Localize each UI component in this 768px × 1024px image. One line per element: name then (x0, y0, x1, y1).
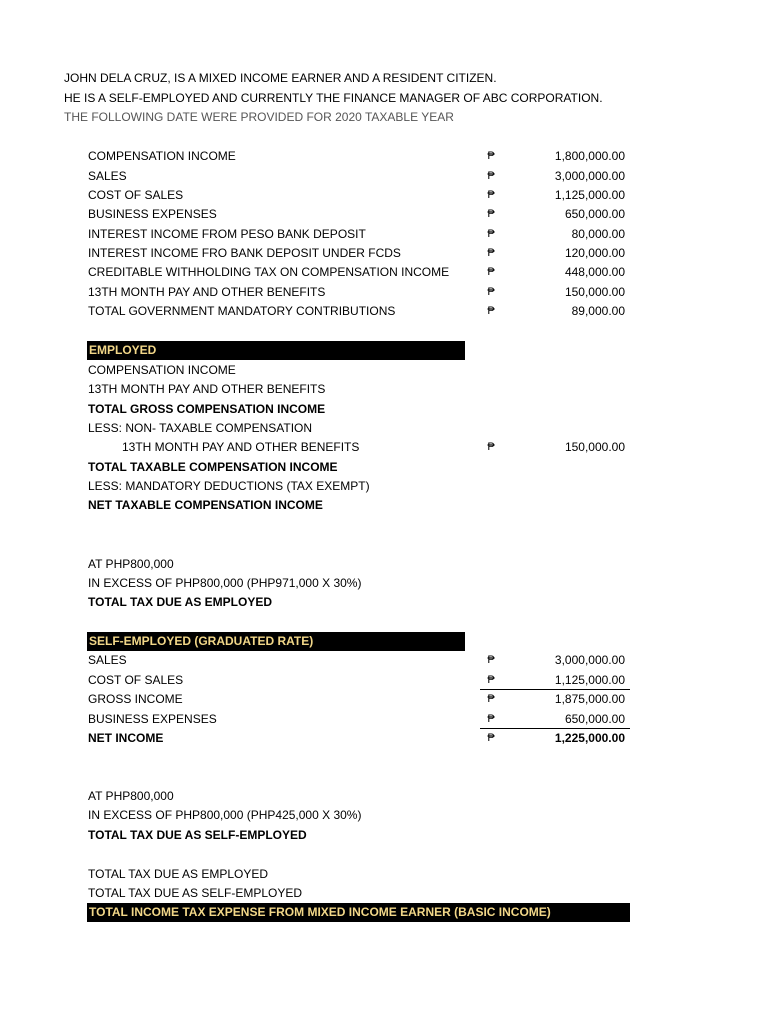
self-employed-excess: IN EXCESS OF PHP800,000 (PHP425,000 X 30%) (88, 808, 362, 822)
peso-sign: ₱ (487, 150, 495, 162)
peso-sign: ₱ (487, 266, 495, 278)
employed-less-non-taxable: LESS: NON- TAXABLE COMPENSATION (88, 421, 313, 435)
peso-sign: ₱ (487, 305, 495, 317)
total-income-tax-header: TOTAL INCOME TAX EXPENSE FROM MIXED INCOME EARNER (BASIC INCOME) (87, 903, 630, 922)
peso-sign: ₱ (487, 654, 495, 666)
employed-total-tax-due: TOTAL TAX DUE AS EMPLOYED (88, 595, 273, 609)
employed-compensation-income: COMPENSATION INCOME (88, 363, 236, 377)
peso-sign: ₱ (487, 208, 495, 220)
given-label: COST OF SALES (88, 188, 184, 202)
given-label: COMPENSATION INCOME (88, 149, 236, 163)
self-employed-label: GROSS INCOME (88, 692, 183, 706)
peso-sign: ₱ (487, 228, 495, 240)
self-employed-amount: 3,000,000.00 (554, 653, 625, 667)
given-amount: 448,000.00 (564, 265, 625, 279)
self-employed-label: NET INCOME (88, 731, 164, 745)
peso-sign: ₱ (487, 189, 495, 201)
given-label: BUSINESS EXPENSES (88, 207, 217, 221)
peso-sign: ₱ (487, 693, 495, 705)
peso-sign: ₱ (487, 247, 495, 259)
given-amount: 150,000.00 (564, 285, 625, 299)
peso-sign: ₱ (487, 674, 495, 686)
subtotal-rule (480, 689, 630, 690)
given-label: SALES (88, 169, 127, 183)
self-employed-amount: 1,225,000.00 (554, 731, 625, 745)
self-employed-label: SALES (88, 653, 127, 667)
self-employed-label: COST OF SALES (88, 673, 184, 687)
peso-sign: ₱ (487, 713, 495, 725)
self-employed-amount: 1,125,000.00 (554, 673, 625, 687)
given-amount: 1,800,000.00 (554, 149, 625, 163)
employed-less-mandatory: LESS: MANDATORY DEDUCTIONS (TAX EXEMPT) (88, 479, 370, 493)
employed-net-taxable: NET TAXABLE COMPENSATION INCOME (88, 498, 323, 512)
employed-section-header: EMPLOYED (87, 341, 465, 360)
self-employed-total-tax-due: TOTAL TAX DUE AS SELF-EMPLOYED (88, 828, 307, 842)
employed-total-taxable: TOTAL TAXABLE COMPENSATION INCOME (88, 460, 338, 474)
employed-non-taxable-amount: 150,000.00 (564, 440, 625, 454)
peso-sign: ₱ (487, 441, 495, 453)
employed-total-gross: TOTAL GROSS COMPENSATION INCOME (88, 402, 326, 416)
peso-sign: ₱ (487, 286, 495, 298)
summary-self-employed: TOTAL TAX DUE AS SELF-EMPLOYED (88, 886, 303, 900)
given-amount: 1,125,000.00 (554, 188, 625, 202)
peso-sign: ₱ (487, 170, 495, 182)
intro-line-1: JOHN DELA CRUZ, IS A MIXED INCOME EARNER AND A RESIDENT CITIZEN. (64, 71, 497, 85)
given-amount: 650,000.00 (564, 207, 625, 221)
self-employed-section-header: SELF-EMPLOYED (GRADUATED RATE) (87, 632, 465, 651)
employed-excess: IN EXCESS OF PHP800,000 (PHP971,000 X 30%) (88, 576, 362, 590)
given-amount: 80,000.00 (571, 227, 625, 241)
given-label: INTEREST INCOME FROM PESO BANK DEPOSIT (88, 227, 366, 241)
given-label: 13TH MONTH PAY AND OTHER BENEFITS (88, 285, 326, 299)
intro-line-2: HE IS A SELF-EMPLOYED AND CURRENTLY THE FINANCE MANAGER OF ABC CORPORATION. (64, 91, 603, 105)
self-employed-amount: 650,000.00 (564, 712, 625, 726)
self-employed-amount: 1,875,000.00 (554, 692, 625, 706)
given-label: CREDITABLE WITHHOLDING TAX ON COMPENSATION INCOME (88, 265, 450, 279)
self-employed-label: BUSINESS EXPENSES (88, 712, 217, 726)
subtotal-rule (480, 728, 630, 729)
employed-at-800k: AT PHP800,000 (88, 557, 174, 571)
employed-13th-month: 13TH MONTH PAY AND OTHER BENEFITS (88, 382, 326, 396)
employed-non-taxable-item: 13TH MONTH PAY AND OTHER BENEFITS (122, 440, 360, 454)
peso-sign: ₱ (487, 732, 495, 744)
intro-line-3: THE FOLLOWING DATE WERE PROVIDED FOR 2020 TAXABLE YEAR (64, 110, 454, 124)
self-employed-at-800k: AT PHP800,000 (88, 789, 174, 803)
summary-employed: TOTAL TAX DUE AS EMPLOYED (88, 867, 269, 881)
given-label: INTEREST INCOME FRO BANK DEPOSIT UNDER FCDS (88, 246, 401, 260)
given-amount: 89,000.00 (571, 304, 625, 318)
given-amount: 120,000.00 (564, 246, 625, 260)
given-amount: 3,000,000.00 (554, 169, 625, 183)
given-label: TOTAL GOVERNMENT MANDATORY CONTRIBUTIONS (88, 304, 396, 318)
